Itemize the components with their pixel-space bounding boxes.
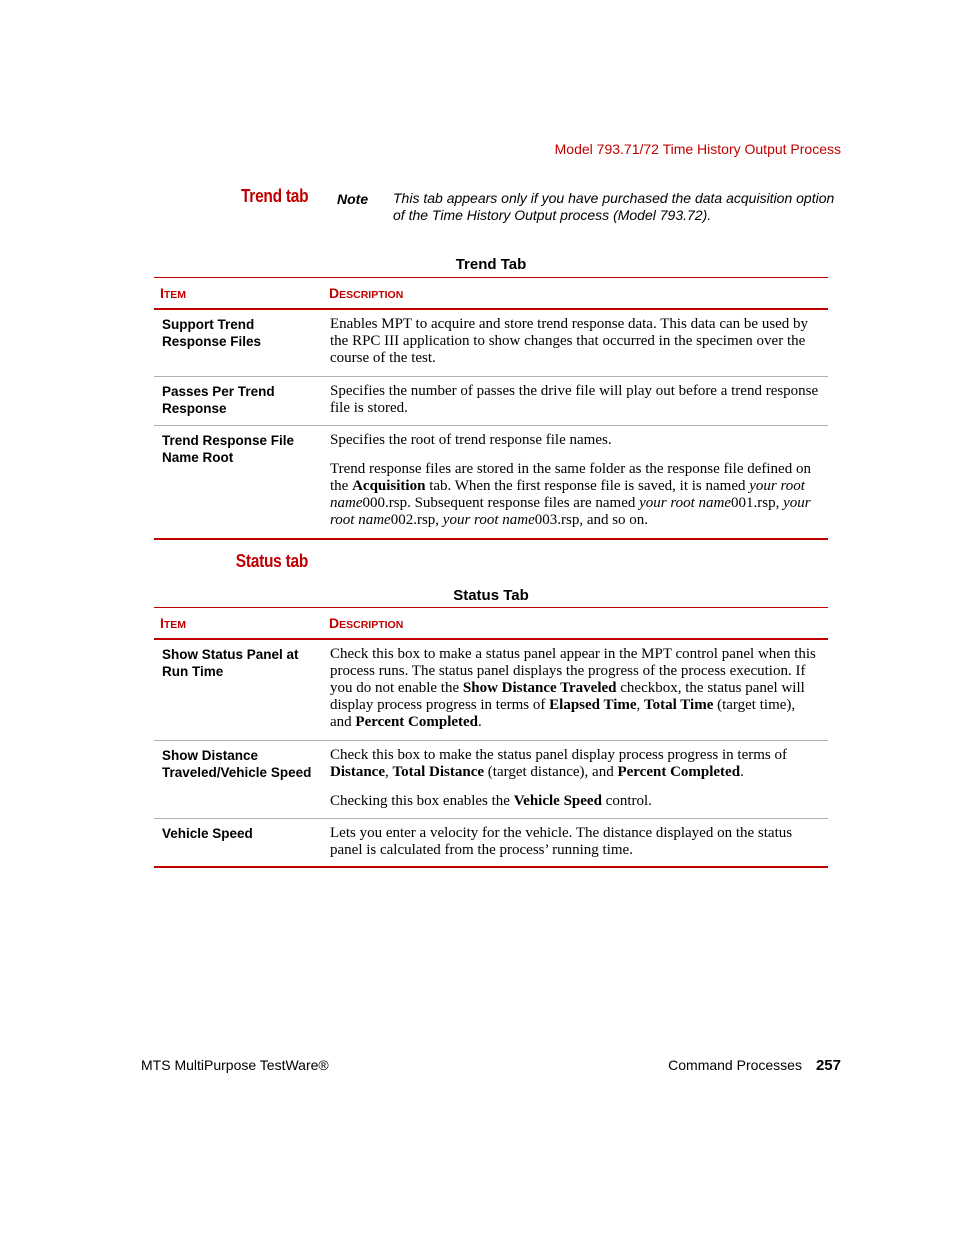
table-row bbox=[154, 310, 828, 377]
column-header-description: DESCRIPTION bbox=[329, 285, 404, 301]
table-row bbox=[154, 640, 828, 741]
row-description: Check this box to make the status panel display process progress in terms of Distance, Total Distance (target distance), and Percent Completed. Checking this box enables the Vehicle Speed control. bbox=[330, 747, 787, 809]
trend-table bbox=[154, 277, 828, 540]
column-header-description: DESCRIPTION bbox=[329, 615, 404, 631]
table-row bbox=[154, 819, 828, 866]
table-row bbox=[154, 426, 828, 538]
status-table bbox=[154, 607, 828, 868]
page-number: 257 bbox=[815, 1057, 841, 1074]
trend-table-title: Trend Tab bbox=[455, 256, 527, 273]
row-item: Support Trend Response Files bbox=[162, 317, 262, 349]
row-description: Specifies the number of passes the drive file will play out before a trend response file is stored. bbox=[330, 383, 819, 416]
row-item: Show Status Panel at Run Time bbox=[162, 647, 299, 679]
row-description: Check this box to make a status panel appear in the MPT control panel when this process runs. The status panel displays the progress of the process execution. If you do not enable the Show Distance Traveled checkbox, the status panel will display process progress in terms of Elapsed Time, Total Time (target time), and Percent Completed. bbox=[330, 646, 816, 730]
row-item: Passes Per Trend Response bbox=[162, 384, 275, 416]
row-description: Lets you enter a velocity for the vehicle. The distance displayed on the status panel is calculated from the process’ running time. bbox=[330, 825, 793, 858]
row-item: Vehicle Speed bbox=[162, 826, 253, 841]
row-description: Enables MPT to acquire and store trend response data. This data can be used by the RPC III application to show changes that occurred in the specimen over the course of the test. bbox=[330, 316, 809, 366]
table-header bbox=[154, 278, 828, 310]
status-table-title: Status Tab bbox=[453, 587, 529, 604]
note-text: This tab appears only if you have purchased the data acquisition option of the Time History Output process (Model 793.72). bbox=[393, 190, 835, 223]
table-header bbox=[154, 608, 828, 640]
table-row bbox=[154, 741, 828, 819]
footer-product-name: MTS MultiPurpose TestWare® bbox=[141, 1057, 329, 1073]
running-header: Model 793.71/72 Time History Output Process bbox=[554, 141, 841, 157]
trend-tab-heading: Trend tab bbox=[240, 186, 308, 206]
row-item: Show Distance Traveled/Vehicle Speed bbox=[162, 748, 312, 780]
column-header-item: ITEM bbox=[160, 615, 187, 631]
note-label: Note bbox=[337, 191, 369, 207]
table-row bbox=[154, 377, 828, 426]
status-tab-heading: Status tab bbox=[235, 551, 308, 571]
footer-section: Command Processes bbox=[668, 1057, 802, 1073]
footer-right bbox=[668, 1057, 841, 1074]
row-item: Trend Response File Name Root bbox=[162, 433, 295, 465]
row-description: Specifies the root of trend response file names. Trend response files are stored in the same folder as the response file defined on the Acquisition tab. When the first response file is saved, it is named your root name000.rsp. Subsequent response files are named your root name001.rsp, your root name002.rsp, your root name003.rsp, and so on. bbox=[330, 432, 811, 528]
column-header-item: ITEM bbox=[160, 285, 187, 301]
